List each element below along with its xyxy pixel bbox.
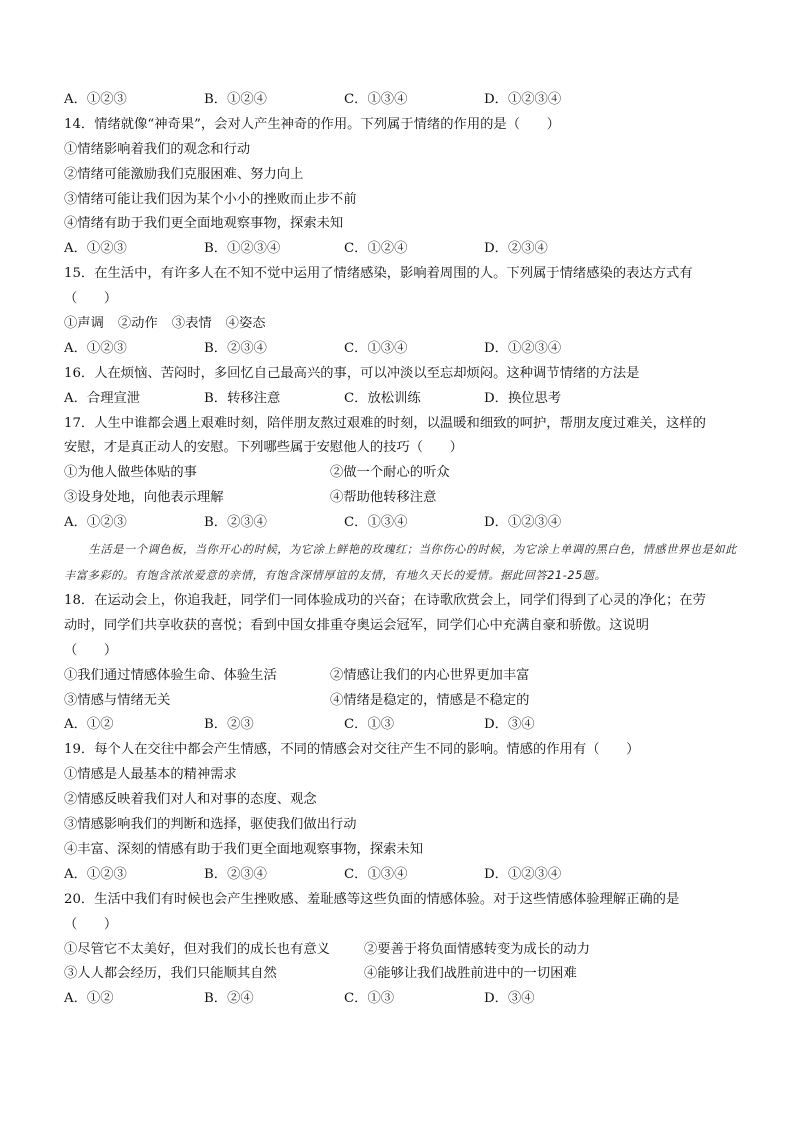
- option-b: B．②③: [204, 717, 254, 733]
- option-d: D．①②③④: [484, 866, 562, 882]
- q18-stem-cont-2: （ ）: [64, 642, 118, 658]
- q14-item-1: ①情绪影响着我们的观念和行动: [64, 141, 251, 157]
- q20-options: [64, 987, 740, 1012]
- option-c: C．①③: [344, 717, 395, 733]
- q20-item-2: ②要善于将负面情感转变为成长的动力: [364, 941, 591, 957]
- option-a: A．①②: [64, 991, 114, 1007]
- option-c: C．①③④: [344, 866, 408, 882]
- option-b: B．②③④: [204, 515, 267, 531]
- q17-item-1: ①为他人做些体贴的事: [64, 465, 197, 481]
- option-a: A．①②③: [64, 866, 127, 882]
- q18-items-row-1: [64, 664, 740, 689]
- option-b: B．转移注意: [204, 390, 281, 406]
- q15-item-2: ②动作: [117, 316, 158, 332]
- q17-item-2: ②做一个耐心的听众: [330, 465, 450, 481]
- option-a: A．①②③: [64, 515, 127, 531]
- option-c: C．①③④: [344, 92, 408, 107]
- q15-stem: 15．在生活中，有许多人在不知不觉中运用了情绪感染，影响着周围的人。下列属于情绪感染的表达方式有: [64, 266, 693, 282]
- option-c: C．①②④: [344, 241, 408, 257]
- q19-item-2: ②情感反映着我们对人和对事的态度、观念: [64, 792, 317, 808]
- q15-item-4: ④姿态: [225, 316, 266, 332]
- q17-items-row-2: [64, 486, 740, 511]
- q14-item-2: ②情绪可能激励我们克服困难、努力向上: [64, 166, 304, 182]
- q17-options: [64, 511, 740, 536]
- reading-passage: 生活是一个调色板，当你开心的时候，为它涂上鲜艳的玫瑰红；当你伤心的时候，为它涂上单调的黑白色，情感世界也是如此丰富多彩的。有饱含浓浓爱意的亲情，有饱含深情厚谊的友情，有地久天长的爱情。据此回答21-25题。: [64, 543, 737, 583]
- option-a: A．①②③: [64, 92, 127, 107]
- option-d: D．③④: [484, 991, 535, 1007]
- option-b: B．①②④: [204, 92, 267, 107]
- q20-stem: 20．生活中我们有时候也会产生挫败感、羞耻感等这些负面的情感体验。对于这些情感体验理解正确的是: [64, 891, 680, 907]
- q18-items-row-2: [64, 689, 740, 714]
- q17-item-4: ④帮助他转移注意: [330, 490, 437, 506]
- q19-item-4: ④丰富、深刻的情感有助于我们更全面地观察事物，探索未知: [64, 841, 424, 857]
- q18-stem-cont: 动时，同学们共享收获的喜悦；看到中国女排重夺奥运会冠军，同学们心中充满自豪和骄傲。这说明: [64, 617, 650, 633]
- q14-item-3: ③情绪可能让我们因为某个小小的挫败而止步不前: [64, 191, 357, 207]
- q14-options: [64, 237, 740, 262]
- option-c: C．①③④: [344, 515, 408, 531]
- q14-item-4: ④情绪有助于我们更全面地观察事物，探索未知: [64, 216, 344, 232]
- option-c: C．放松训练: [344, 390, 421, 406]
- q20-item-4: ④能够让我们战胜前进中的一切困难: [364, 966, 577, 982]
- option-b: B．②③④: [204, 866, 267, 882]
- q19-item-3: ③情感影响我们的判断和选择，驱使我们做出行动: [64, 817, 357, 833]
- q15-items: [64, 312, 740, 337]
- q15-stem-cont: （ ）: [64, 291, 118, 307]
- q18-stem: 18．在运动会上，你追我赶，同学们一同体验成功的兴奋；在诗歌欣赏会上，同学们得到了心灵的净化；在劳: [64, 593, 706, 609]
- q14-stem: 14．情绪就像“神奇果”，会对人产生神奇的作用。下列属于情绪的作用的是（ ）: [64, 116, 560, 132]
- q20-item-1: ①尽管它不太美好，但对我们的成长也有意义: [64, 941, 330, 957]
- option-b: B．②③④: [204, 340, 267, 356]
- q19-item-1: ①情感是人最基本的精神需求: [64, 767, 237, 783]
- q20-items-row-2: [64, 962, 740, 987]
- option-c: C．①③④: [344, 340, 408, 356]
- option-b: B．①②③④: [204, 241, 281, 257]
- q17-items-row-1: [64, 461, 740, 486]
- q15-item-1: ①声调: [64, 316, 104, 332]
- option-a: A．①②③: [64, 241, 127, 257]
- q19-options: [64, 863, 740, 888]
- q17-stem: 17．人生中谁都会遇上艰难时刻，陪伴朋友熬过艰难的时刻，以温暖和细致的呵护，帮朋友度过难关，这样的: [64, 415, 706, 431]
- option-a: A．①②③: [64, 340, 127, 356]
- option-a: A．合理宣泄: [64, 390, 141, 406]
- option-d: D．换位思考: [484, 390, 562, 406]
- option-d: D．①②③④: [484, 92, 562, 107]
- q18-item-3: ③情感与情绪无关: [64, 692, 171, 708]
- q20-item-3: ③人人都会经历，我们只能顺其自然: [64, 966, 277, 982]
- q18-options: [64, 713, 740, 738]
- q16-stem: 16．人在烦恼、苦闷时，多回忆自己最高兴的事，可以冲淡以至忘却烦闷。这种调节情绪的方法是: [64, 365, 640, 381]
- option-c: C．①③: [344, 991, 395, 1007]
- q18-item-4: ④情绪是稳定的，情感是不稳定的: [330, 692, 530, 708]
- option-a: A．①②: [64, 717, 114, 733]
- exam-page: [64, 88, 740, 1012]
- q16-options: [64, 387, 740, 412]
- q17-stem-cont: 安慰，才是真正动人的安慰。下列哪些属于安慰他人的技巧（ ）: [64, 440, 463, 456]
- q17-item-3: ③设身处地，向他表示理解: [64, 490, 224, 506]
- option-d: D．③④: [484, 717, 535, 733]
- option-b: B．②④: [204, 991, 254, 1007]
- q18-item-2: ②情感让我们的内心世界更加丰富: [330, 667, 530, 683]
- option-d: D．①②③④: [484, 515, 562, 531]
- q20-items-row-1: [64, 938, 740, 963]
- q13-options: [64, 88, 740, 113]
- option-d: D．②③④: [484, 241, 548, 257]
- option-d: D．①②③④: [484, 340, 562, 356]
- q15-options: [64, 337, 740, 362]
- q20-stem-cont: （ ）: [64, 916, 118, 932]
- q18-item-1: ①我们通过情感体验生命、体验生活: [64, 667, 277, 683]
- q19-stem: 19．每个人在交往中都会产生情感，不同的情感会对交往产生不同的影响。情感的作用有（ ）: [64, 742, 640, 758]
- q15-item-3: ③表情: [171, 316, 212, 332]
